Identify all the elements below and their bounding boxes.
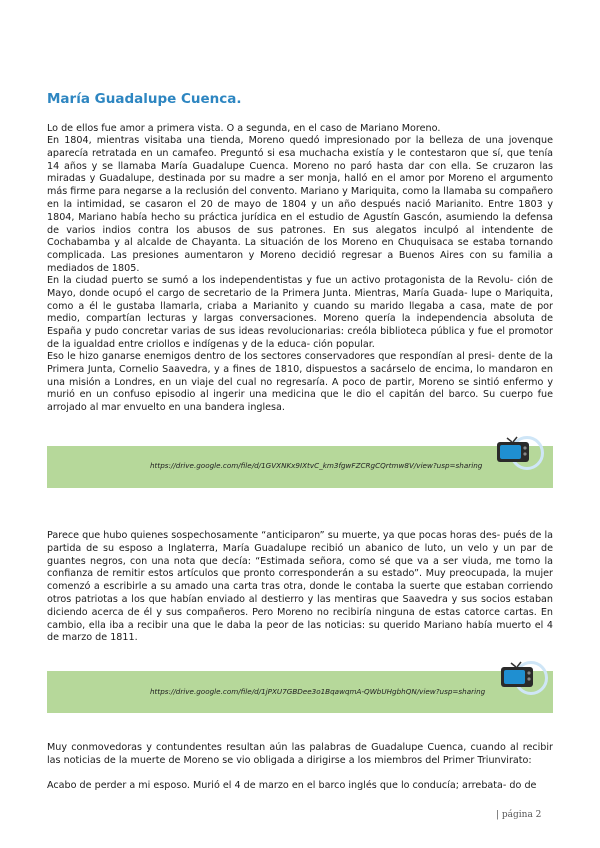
paragraph-enemies: Eso le hizo ganarse enemigos dentro de los sectores conservadores que respondían al presi- dente de la Primera Junta, Cornelio Saavedra, y a fines de 1810, dispuestos a sacárselo de encima, lo mandaron en una misión a Londres, en un viaje del cual no regresaría. A poco de partir, Moreno se sintió enfermo y murió en un confuso episodio al ingerir una medicina que le dio el capitán del barco. Su cuerpo fue arrojado al mar envuelto en una bandera inglesa.	[47, 351, 553, 414]
video-link-2[interactable]: https://drive.google.com/file/d/1jPXU7GBDee3o1BqawqmA-QWbUHgbhQN/view?usp=sharing	[150, 687, 486, 696]
paragraph-1804: En 1804, mientras visitaba una tienda, Moreno quedó impresionado por la belleza de una jovenque aparecía retratada en un camafeo. Preguntó si esa muchacha existía y le contestaron que sí, que tenía 14 años y se llamaba María Guadalupe Cuenca. Moreno no paró hasta dar con ella. Se cruzaron las miradas y Guadalupe, destinada por su madre a ser monja, halló en el amor por Moreno el argumento más firme para negarse a la reclusión del convento. Mariano y Mariquita, como la llamaba su compañero en la intimidad, se casaron el 20 de mayo de 1804 y un año después nació Marianito. Entre 1803 y 1804, Mariano había hecho su práctica jurídica en el estudio de Agustín Gascón, asumiendo la defensa de varios indios contra los abusos de sus patrones. En sus alegatos inculpó al intendente de Cochabamba y al alcalde de Chayanta. La situación de los Moreno en Chuquisaca se estaba tornando complicada. Las presiones aumentaron y Moreno decidió regresar a Buenos Aires con su familia a mediados de 1805.	[47, 135, 553, 274]
video-link-1[interactable]: https://drive.google.com/file/d/1GVXNKx9IXtvC_km3fgwFZCRgCQrtmw8V/view?usp=sharing	[150, 461, 483, 470]
paragraph-letter: Acabo de perder a mi esposo. Murió el 4 de marzo en el barco inglés que lo conducía; arrebata- do de	[47, 780, 537, 791]
paragraph-triumvirate: Muy conmovedoras y contundentes resultan aún las palabras de Guadalupe Cuenca, cuando al recibir las noticias de la muerte de Moreno se vio obligada a dirigirse a los miembros del Primer Triunvirato:	[47, 742, 553, 766]
paragraph-revolution: En la ciudad puerto se sumó a los independentistas y fue un activo protagonista de la Revolu- ción de Mayo, donde ocupó el cargo de secretario de la Primera Junta. Mientras, María Guada- lupe o Mariquita, como a él le gustaba llamarla, criaba a Marianito y cuando su marido llegaba a casa, mate de por medio, compartían lecturas y largas conversaciones. Moreno quería la independencia absoluta de España y pudo concretar varias de sus ideas revolucionarias: creóla biblioteca pública y fue el promotor de la igualdad entre criollos e indígenas y de la educa- ción popular.	[47, 275, 553, 350]
paragraph-anticipation: Parece que hubo quienes sospechosamente “anticiparon” su muerte, ya que pocas horas des- pués de la partida de su esposo a Inglaterra, María Guadalupe recibió un abanico de luto, un velo y un par de guantes negros, con una nota que decía: “Estimada señora, como sé que va a ser viuda, me tomo la confianza de remitir estos artículos que pronto corresponderán a su estado”. Muy preocupada, la mujer comenzó a escribirle a su amado una carta tras otra, donde le contaba la suerte que estaban corriendo otros patriotas a los que habían enviado al destierro y las mentiras que Saavedra y sus socios estaban diciendo acerca de él y sus compañeros. Pero Moreno no recibiría ninguna de estas catorce cartas. En cambio, ella iba a recibir una que le daba la peor de las noticias: su querido Mariano había muerto el 4 de marzo de 1811.	[47, 530, 553, 644]
page-title: María Guadalupe Cuenca.	[47, 91, 242, 107]
paragraph-intro: Lo de ellos fue amor a primera vista. O a segunda, en el caso de Mariano Moreno.	[47, 123, 441, 134]
tv-icon[interactable]	[495, 433, 531, 463]
tv-icon[interactable]	[499, 658, 535, 688]
page-number: | página 2	[496, 810, 542, 820]
